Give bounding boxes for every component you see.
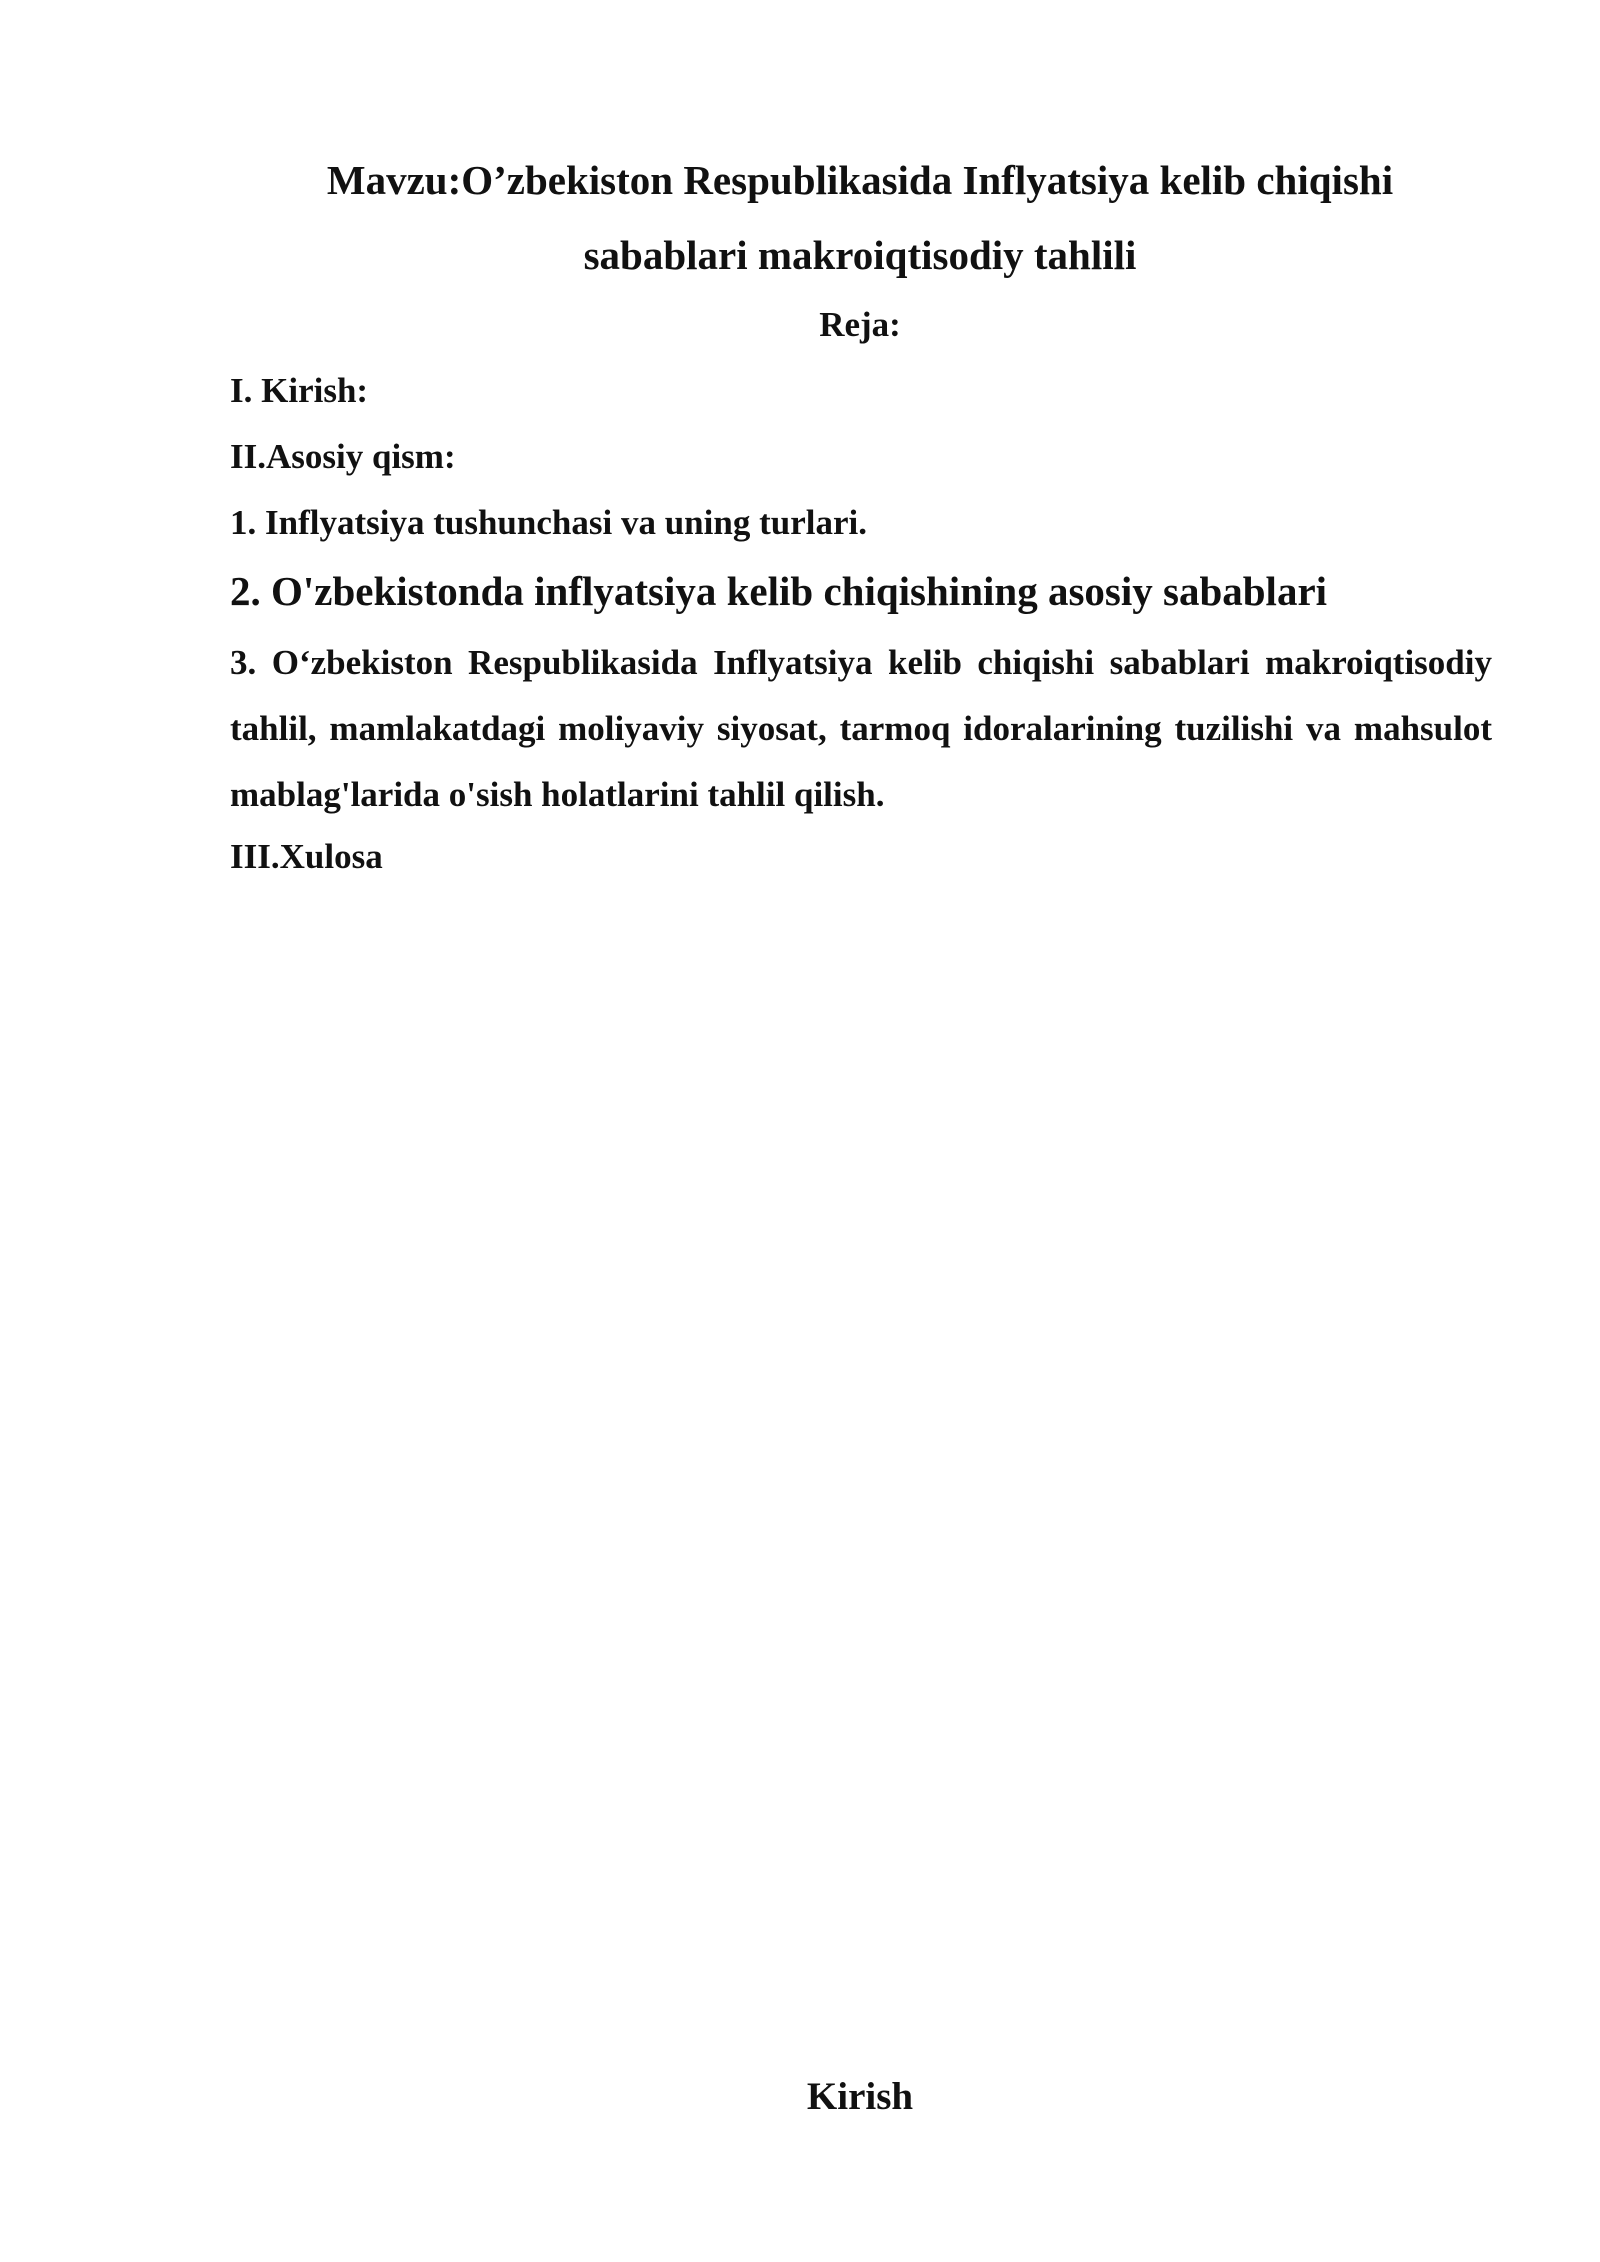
plan-subitem-3: 3. O‘zbekiston Respublikasida Inflyatsiya kelib chiqishi sabablari makroiqtisodiy tahlil, mamlakatdagi moliyaviy siyosat, tarmoq idoralarining tuzilishi va mahsulot mablag'larida o'sish holatlarini tahlil qilish. bbox=[230, 643, 1492, 814]
plan-item-intro: I. Kirish: bbox=[230, 371, 369, 410]
plan-heading: Reja: bbox=[819, 305, 901, 344]
document-title-line-2: sabablari makroiqtisodiy tahlili bbox=[583, 232, 1137, 278]
section-heading-kirish: Kirish bbox=[806, 2075, 914, 2118]
plan-item-main-part: II.Asosiy qism: bbox=[230, 437, 456, 476]
plan-subitem-2: 2. O'zbekistonda inflyatsiya kelib chiqishining asosiy sabablari bbox=[230, 568, 1328, 614]
plan-subitem-1: 1. Inflyatsiya tushunchasi va uning turlari. bbox=[230, 503, 867, 542]
document-title-line-1: Mavzu:O’zbekiston Respublikasida Inflyatsiya kelib chiqishi bbox=[326, 157, 1394, 203]
plan-item-conclusion: III.Xulosa bbox=[230, 837, 383, 876]
